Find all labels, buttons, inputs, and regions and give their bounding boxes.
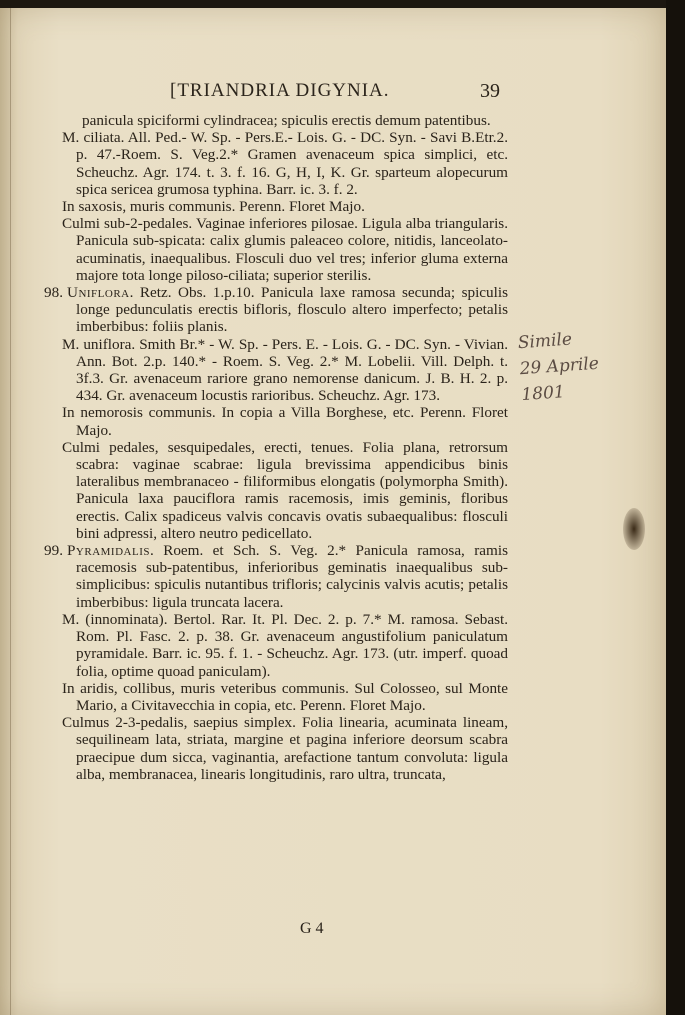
book-page [0,8,666,1015]
paragraph-7: Culmi pedales, sesquipedales, erecti, tenues. Folia plana, retrorsum scabra: vaginae scabrae: ligula brevissima appendicibus binis lateralibus membranaceo - filiformibus elongatis (polymorpha Smith). Panicula laxa pauciflora ramis racemosis, imis geminis, floribus erectis. Calix spadiceus valvis concavis ovatis subaequalibus: flosculi bini adpressi, altero neutro pedicellato. [62,438,508,542]
paragraph-8: M. (innominata). Bertol. Rar. It. Pl. Dec. 2. p. 7.* M. ramosa. Sebast. Rom. Pl. Fasc. 2. p. 38. Gr. avenaceum angustifolium paniculatum pyramidale. Barr. ic. 95. f. 1. - Scheuchz. Agr. 173. (utr. imperf. quoad folia, optime quoad paniculam). [62,610,508,680]
running-title: [TRIANDRIA DIGYNIA. [170,80,390,101]
paragraph-6: In nemorosis communis. In copia a Villa Borghese, etc. Perenn. Floret Majo. [62,404,508,439]
paragraph-4: Culmi sub-2-pedales. Vaginae inferiores pilosae. Ligula alba triangularis. Panicula sub-spicata: calix glumis paleaceo colore, nitidis, lanceolato-acuminatis, inaequalibus. Flosculi duo vel tres; inferior gluma externa majore tota longe piloso-ciliata; superior sterilis. [62,215,508,284]
page-header [170,80,500,108]
margin-note-line-3: 1801 [520,382,566,406]
entry-99-number: 99. [44,542,63,560]
paragraph-1: panicula spiciformi cylindracea; spiculis erectis demum patentibus. [82,112,491,129]
page-gutter [10,8,11,1015]
paragraph-3: In saxosis, muris communis. Perenn. Floret Majo. [62,198,365,216]
paragraph-2: M. ciliata. All. Ped.- W. Sp. - Pers.E.- Lois. G. - DC. Syn. - Savi B.Etr.2. p. 47.-Roem. S. Veg.2.* Gramen avenaceum spica simplici, etc. Scheuchz. Agr. 174. t. 3. f. 16. G, H, I, K. Gr. sparteum alopecurum spica sericea grumosa typhina. Barr. ic. 3. f. 2. [62,129,508,198]
paragraph-9: In aridis, collibus, muris veteribus communis. Sul Colosseo, sul Monte Mario, a Civitavecchia in copia, etc. Perenn. Floret Majo. [62,679,508,714]
ink-stain [623,508,645,550]
paragraph-10: Culmus 2-3-pedalis, saepius simplex. Folia linearia, acuminata lineam, sequilineam lata, striata, margine et pagina inferiore deorsum scabra praecipue dum sicca, vaginantia, arefactione tantum convoluta: ligula alba, membranacea, linearis longitudinis, raro ultra, truncata, [62,714,508,783]
handwritten-margin-note [517,322,643,420]
entry-99-heading: Pyramidalis [66,542,150,560]
entry-98-heading: Uniflora [66,284,130,302]
signature-mark: G 4 [300,920,324,937]
page-edge-shadow [666,0,685,1015]
page-body [44,112,508,783]
page-number: 39 [480,80,500,102]
entry-98 [44,284,508,336]
entry-98-number: 98. [44,284,63,302]
margin-note-line-2: 29 Aprile [519,353,600,380]
margin-note-line-1: Simile [517,329,573,354]
paragraph-5: M. uniflora. Smith Br.* - W. Sp. - Pers. E. - Lois. G. - DC. Syn. - Vivian. Ann. Bot. 2.p. 140.* - Roem. S. Veg. 2.* M. Lobelii. Vill. Delph. t. 3f.3. Gr. avenaceum rariore grano nemorense danicum. J. B. H. 2. p. 434. Gr. avenaceum locustis rarioribus. Scheuchz. Agr. 173. [62,335,508,405]
entry-99-text: . Roem. et Sch. S. Veg. 2.* Panicula ramosa, ramis racemosis sub-patentibus, inferioribus geminatis inaequalibus sub-simplicibus: spiculis nutantibus trifloris; calycinis valvis acutis; petalis imberbibus: ligula truncata lacera. [76,542,508,611]
entry-98-text: . Retz. Obs. 1.p.10. Panicula laxe ramosa secunda; spiculis longe pedunculatis erectis bifloris, flosculo altero imperfecto; petalis imberbibus: foliis planis. [76,284,508,336]
entry-99 [44,542,508,611]
